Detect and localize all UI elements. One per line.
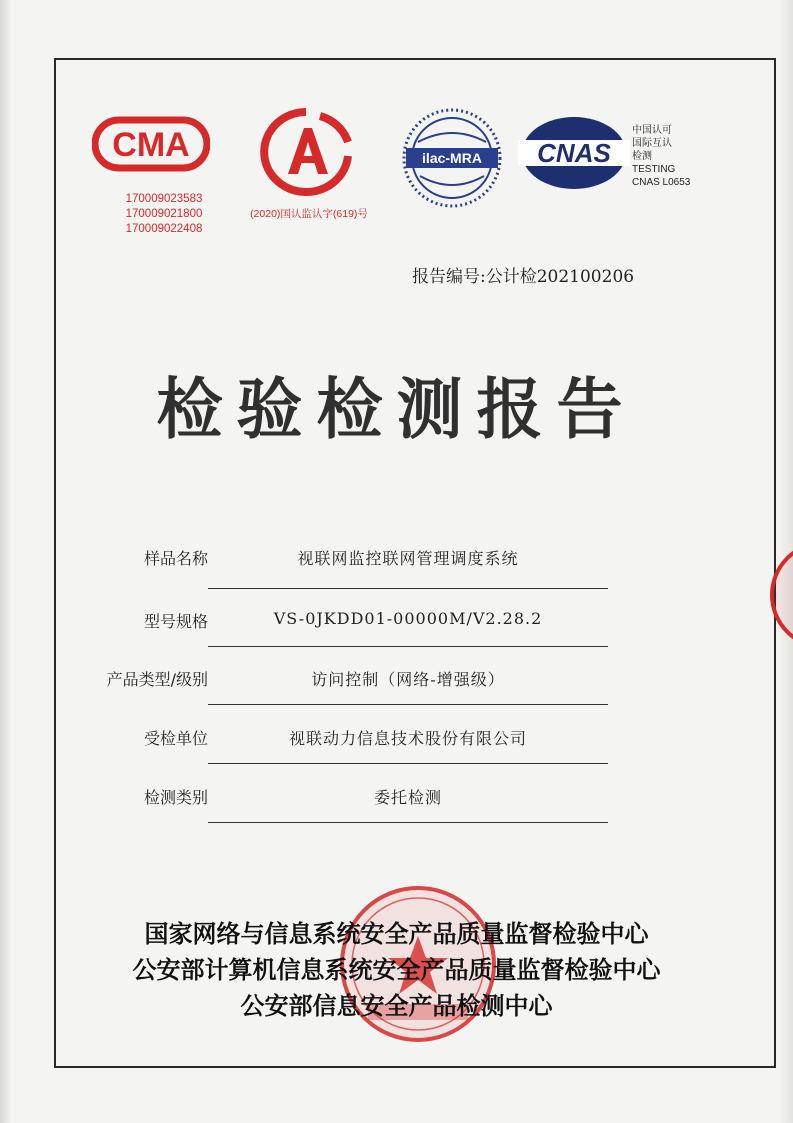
field-label-sample-name: 样品名称 <box>143 549 208 568</box>
cma-numbers <box>104 192 224 237</box>
cal-logo-text: CAL <box>304 192 308 193</box>
cal-number: (2020)国认监认字(619)号 <box>250 208 368 220</box>
cnas-line: 国际互认 <box>632 138 672 149</box>
page-title: 检验检测报告 <box>156 370 637 448</box>
field-label-inspected-unit: 受检单位 <box>143 729 208 748</box>
field-underline <box>208 646 608 647</box>
field-underline <box>208 822 608 823</box>
field-value-sample-name: 视联网监控联网管理调度系统 <box>297 549 519 568</box>
issuer-name: 公安部信息安全产品检测中心 <box>240 992 553 1020</box>
ilac-mra-logo <box>400 106 504 210</box>
cma-number: 170009023583 <box>125 193 203 205</box>
cal-logo <box>254 106 358 196</box>
issuer-name: 公安部计算机信息系统安全产品质量监督检验中心 <box>132 956 661 984</box>
field-value-product-type: 访问控制（网络-增强级） <box>311 670 505 689</box>
edge-seal-stamp <box>766 540 793 650</box>
field-value-model: VS-0JKDD01-00000M/V2.28.2 <box>273 609 543 628</box>
field-underline <box>208 588 608 589</box>
cnas-logo-text: CNAS <box>537 138 611 168</box>
field-label-test-category: 检测类别 <box>143 788 208 807</box>
cnas-side-text <box>632 124 690 189</box>
cnas-line: 检测 <box>632 151 652 162</box>
cma-logo <box>92 112 210 176</box>
field-underline <box>208 704 608 705</box>
ilac-logo-text: ilac-MRA <box>422 150 482 166</box>
field-label-product-type: 产品类型/级别 <box>106 670 208 689</box>
cnas-line: 中国认可 <box>632 125 672 136</box>
cnas-line: CNAS L0653 <box>632 177 691 188</box>
field-value-test-category: 委托检测 <box>373 788 442 807</box>
cma-logo-text: CMA <box>112 126 190 164</box>
cma-number: 170009021800 <box>125 208 203 220</box>
cma-number: 170009022408 <box>125 223 203 235</box>
field-label-model: 型号规格 <box>143 612 208 631</box>
cnas-line: TESTING <box>632 164 676 175</box>
report-number: 报告编号:公计检202100206 <box>412 267 635 287</box>
field-value-inspected-unit: 视联动力信息技术股份有限公司 <box>288 729 527 748</box>
cnas-logo <box>518 112 630 194</box>
field-underline <box>208 763 608 764</box>
issuer-name: 国家网络与信息系统安全产品质量监督检验中心 <box>144 920 649 948</box>
